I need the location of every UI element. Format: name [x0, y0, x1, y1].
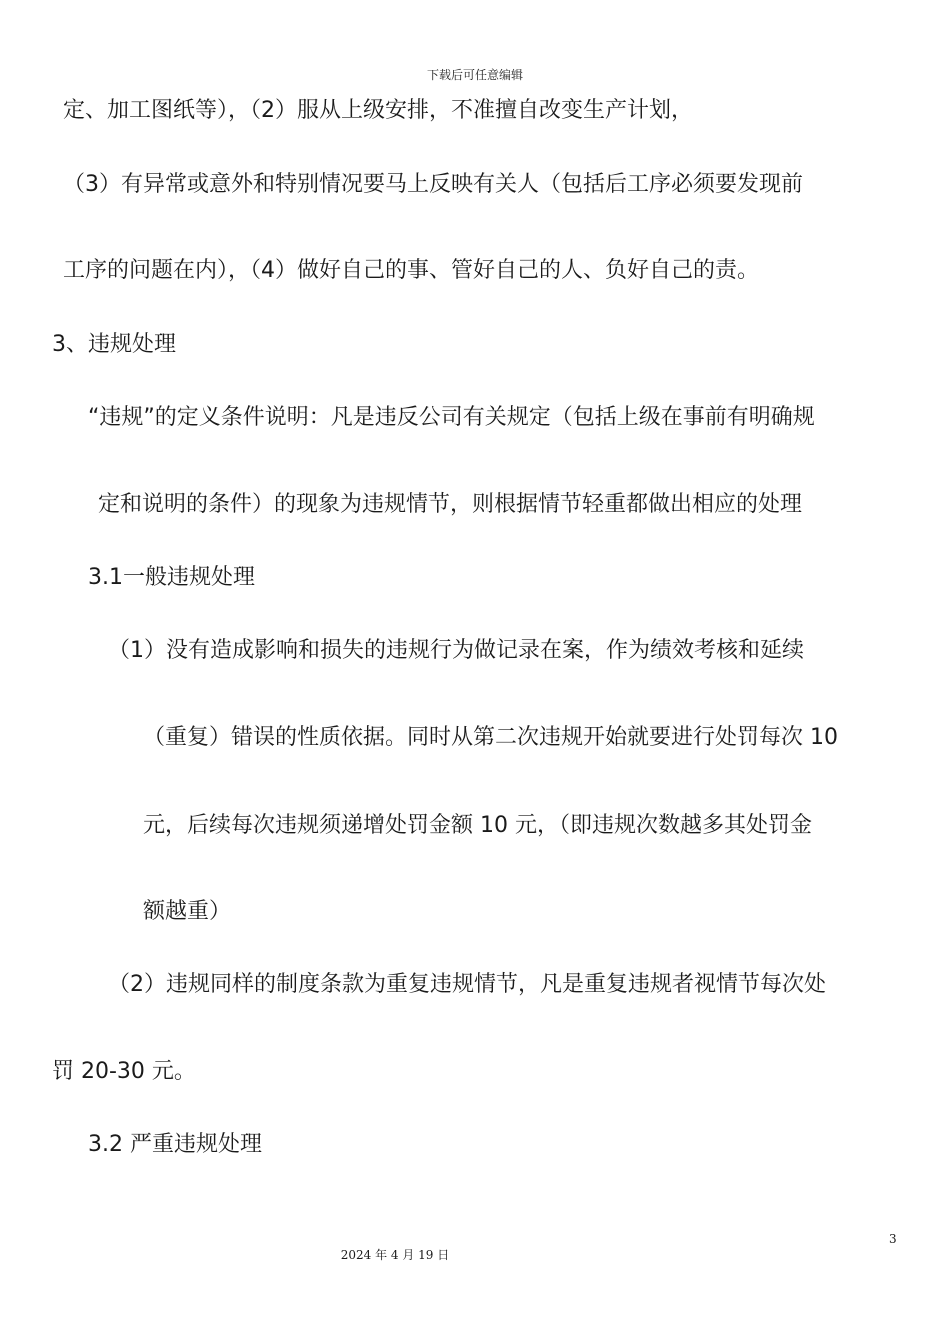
page-number: 3 — [889, 1232, 897, 1246]
body-line-1: 定、加工图纸等），（2）服从上级安排，不准擅自改变生产计划， — [63, 98, 693, 123]
footer-date: 2024 年 4 月 19 日 — [340, 1248, 450, 1262]
body-line-5: “违规”的定义条件说明：凡是违反公司有关规定（包括上级在事前有明确规 — [88, 405, 815, 430]
body-line-10: 元，后续每次违规须递增处罚金额 10 元，（即违规次数越多其处罚金 — [143, 813, 812, 838]
header-note: 下载后可任意编辑 — [426, 68, 523, 82]
subsection-heading-3-2: 3.2 严重违规处理 — [88, 1132, 262, 1157]
body-line-13: 罚 20-30 元。 — [52, 1059, 196, 1084]
subsection-heading-3-1: 3.1一般违规处理 — [88, 565, 255, 590]
body-line-2: （3）有异常或意外和特别情况要马上反映有关人（包括后工序必须要发现前 — [63, 172, 803, 197]
body-line-9: （重复）错误的性质依据。同时从第二次违规开始就要进行处罚每次 10 — [143, 725, 838, 750]
body-line-11: 额越重） — [143, 899, 232, 924]
body-line-12: （2）违规同样的制度条款为重复违规情节，凡是重复违规者视情节每次处 — [108, 972, 826, 997]
section-heading-3: 3、违规处理 — [52, 332, 176, 357]
body-line-3: 工序的问题在内），（4）做好自己的事、管好自己的人、负好自己的责。 — [63, 258, 759, 283]
body-line-8: （1）没有造成影响和损失的违规行为做记录在案，作为绩效考核和延续 — [108, 638, 804, 663]
body-line-6: 定和说明的条件）的现象为违规情节，则根据情节轻重都做出相应的处理 — [98, 492, 803, 517]
